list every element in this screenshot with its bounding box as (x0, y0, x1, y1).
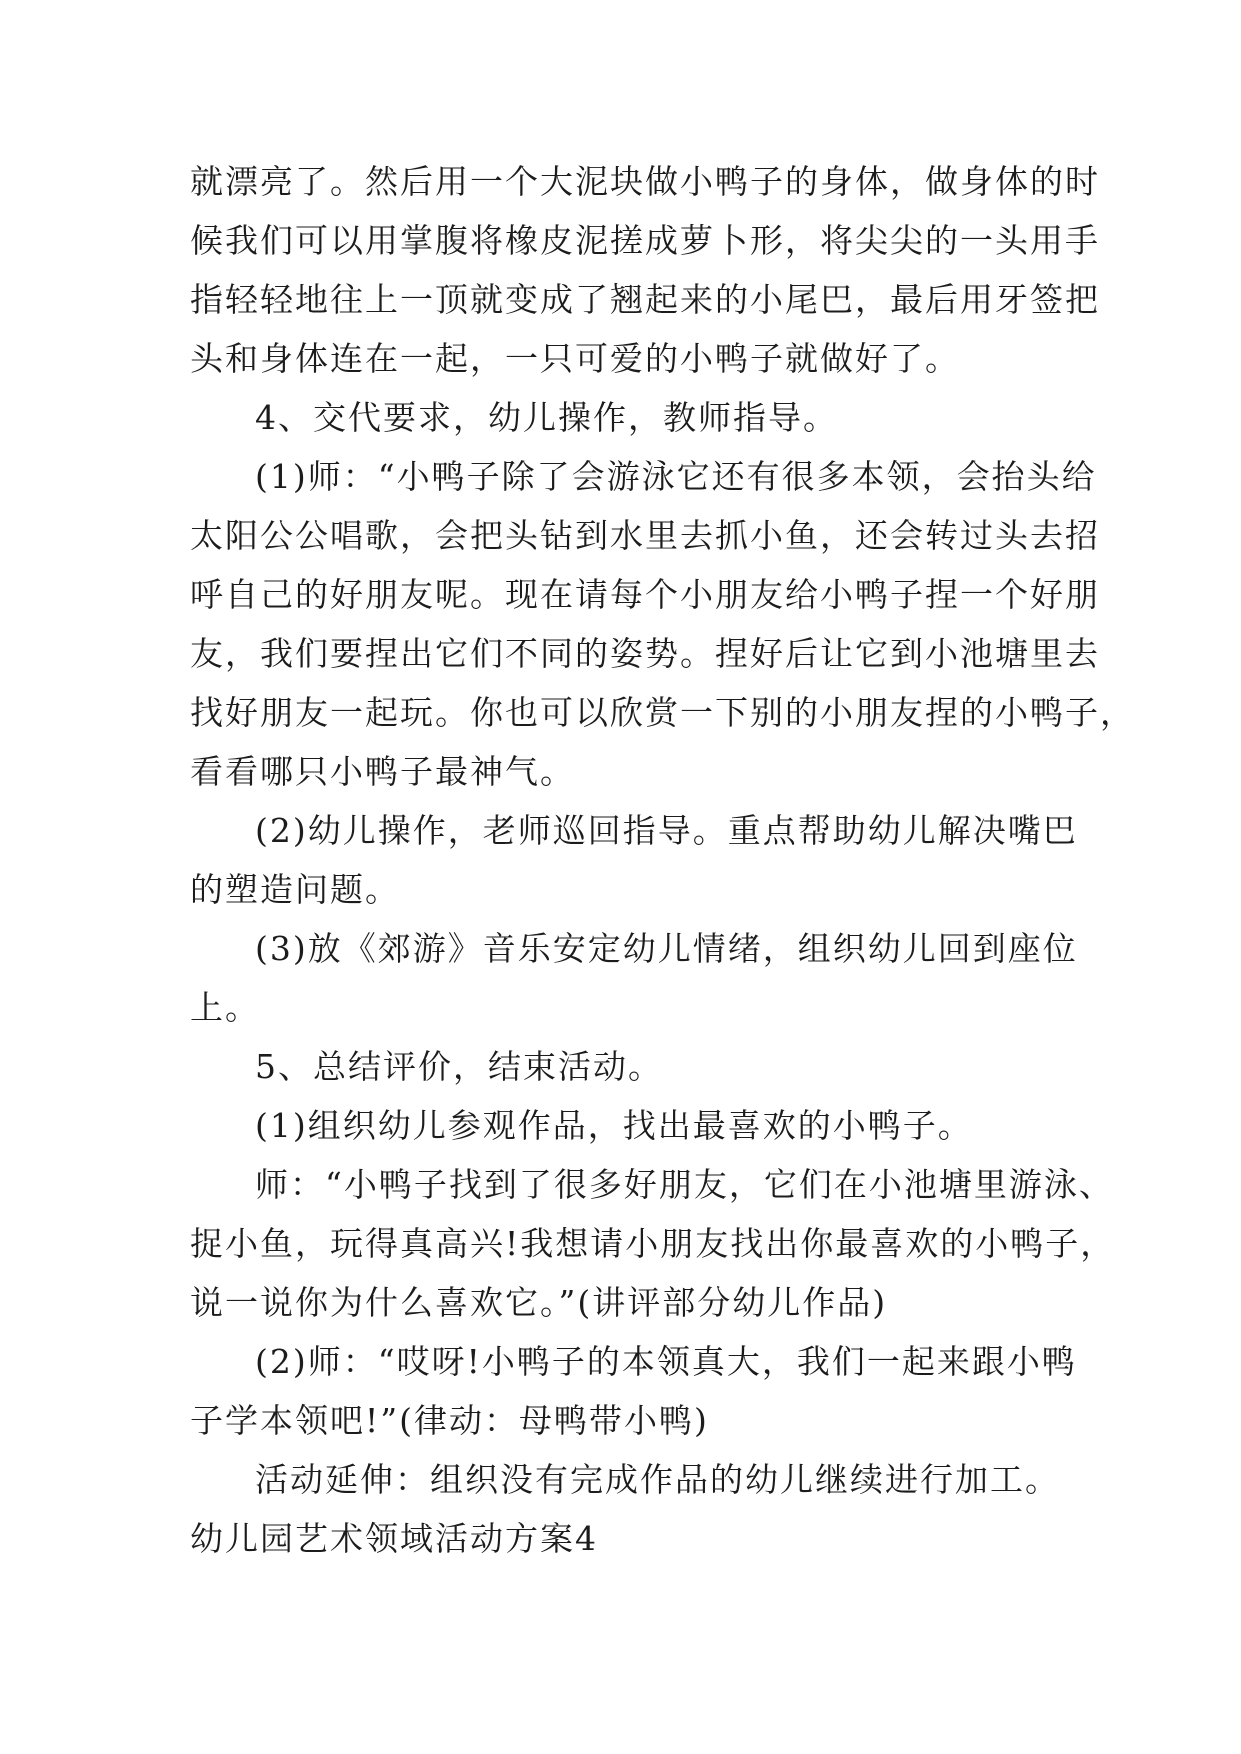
section-heading-4: 4、交代要求，幼儿操作，教师指导。 (255, 398, 838, 437)
paragraph-line: 看看哪只小鸭子最神气。 (190, 752, 575, 791)
paragraph-line: 捉小鱼，玩得真高兴!我想请小朋友找出你最喜欢的小鸭子， (190, 1224, 1116, 1263)
paragraph-line: 师：“小鸭子找到了很多好朋友，它们在小池塘里游泳、 (255, 1165, 1114, 1204)
paragraph-line: 就漂亮了。然后用一个大泥块做小鸭子的身体，做身体的时 (190, 162, 1100, 201)
paragraph-line: (1)组织幼儿参观作品，找出最喜欢的小鸭子。 (255, 1106, 973, 1145)
paragraph-line: 候我们可以用掌腹将橡皮泥搓成萝卜形，将尖尖的一头用手 (190, 221, 1100, 260)
paragraph-line: 的塑造问题。 (190, 870, 400, 909)
paragraph-line: 呼自己的好朋友呢。现在请每个小朋友给小鸭子捏一个好朋 (190, 575, 1100, 614)
section-heading-5: 5、总结评价，结束活动。 (255, 1047, 663, 1086)
paragraph-line: 说一说你为什么喜欢它。”(讲评部分幼儿作品) (190, 1283, 888, 1322)
paragraph-line: 指轻轻地往上一顶就变成了翘起来的小尾巴，最后用牙签把 (190, 280, 1100, 319)
paragraph-line: 上。 (190, 988, 260, 1027)
paragraph-line: (2)师：“哎呀!小鸭子的本领真大，我们一起来跟小鸭 (255, 1342, 1077, 1381)
paragraph-line: 友，我们要捏出它们不同的姿势。捏好后让它到小池塘里去 (190, 634, 1100, 673)
paragraph-line: 太阳公公唱歌，会把头钻到水里去抓小鱼，还会转过头去招 (190, 516, 1100, 555)
paragraph-line: 头和身体连在一起，一只可爱的小鸭子就做好了。 (190, 339, 960, 378)
paragraph-line: 找好朋友一起玩。你也可以欣赏一下别的小朋友捏的小鸭子， (190, 693, 1135, 732)
paragraph-line: 子学本领吧!”(律动：母鸭带小鸭) (190, 1401, 709, 1440)
paragraph-line: (3)放《郊游》音乐安定幼儿情绪，组织幼儿回到座位 (255, 929, 1078, 968)
document-title: 幼儿园艺术领域活动方案4 (190, 1519, 598, 1558)
paragraph-line: 活动延伸：组织没有完成作品的幼儿继续进行加工。 (255, 1460, 1060, 1499)
paragraph-line: (2)幼儿操作，老师巡回指导。重点帮助幼儿解决嘴巴 (255, 811, 1078, 850)
paragraph-line: (1)师：“小鸭子除了会游泳它还有很多本领，会抬头给 (255, 457, 1097, 496)
